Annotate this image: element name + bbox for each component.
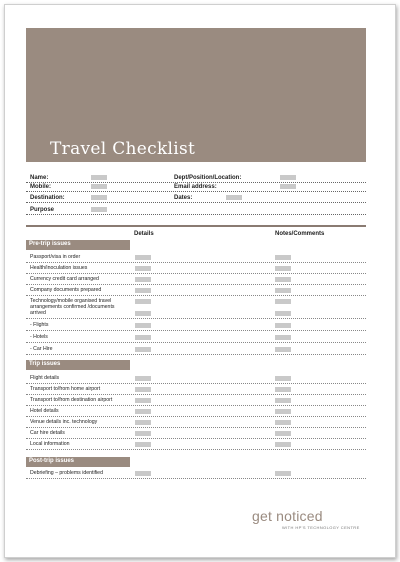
notes-field[interactable] <box>275 409 291 414</box>
details-field[interactable] <box>135 387 151 392</box>
dept-label: Dept/Position/Location: <box>174 175 242 181</box>
details-field[interactable] <box>135 255 151 260</box>
list-item: Flight details <box>30 375 60 381</box>
table-row-line <box>26 342 366 343</box>
table-row-line <box>26 284 366 285</box>
details-field[interactable] <box>135 409 151 414</box>
list-item: - Car Hire <box>30 346 53 352</box>
notes-field[interactable] <box>275 398 291 403</box>
list-item: - Flights <box>30 322 49 328</box>
section-post-trip <box>26 457 130 467</box>
name-field[interactable] <box>91 175 107 180</box>
table-row-line <box>26 438 366 439</box>
destination-field[interactable] <box>91 195 107 200</box>
notes-field[interactable] <box>275 376 291 381</box>
notes-field[interactable] <box>275 266 291 271</box>
section-title: Post-trip issues <box>29 458 75 464</box>
table-row-line <box>26 449 366 450</box>
purpose-label: Purpose <box>30 207 55 213</box>
list-item: Local information <box>30 441 70 447</box>
table-top-rule <box>26 225 366 227</box>
destination-row-line <box>26 202 366 203</box>
section-title: Pre-trip issues <box>29 241 71 247</box>
notes-field[interactable] <box>275 387 291 392</box>
name-row-line <box>26 182 366 183</box>
notes-field[interactable] <box>275 335 291 340</box>
table-row-line <box>26 416 366 417</box>
purpose-row-line <box>26 214 366 215</box>
mobile-label: Mobile: <box>30 184 51 190</box>
notes-field[interactable] <box>275 420 291 425</box>
details-field[interactable] <box>135 335 151 340</box>
list-item: - Hotels <box>30 334 48 340</box>
list-item: Hotel details <box>30 408 59 414</box>
email-field[interactable] <box>280 184 296 189</box>
notes-field[interactable] <box>275 442 291 447</box>
list-item: Transport to/from destination airport <box>30 397 113 403</box>
table-row-line <box>26 478 366 479</box>
mobile-row-line <box>26 191 366 192</box>
name-label: Name: <box>30 175 49 181</box>
table-row-line <box>26 318 366 319</box>
notes-field[interactable] <box>275 323 291 328</box>
list-item: Transport to/from home airport <box>30 386 101 392</box>
list-item: Venue details inc. technology <box>30 419 98 425</box>
dates-field[interactable] <box>226 195 242 200</box>
list-item: Company documents prepared <box>30 287 102 293</box>
table-row-line <box>26 330 366 331</box>
notes-field[interactable] <box>275 311 291 316</box>
details-field[interactable] <box>135 266 151 271</box>
table-row-line <box>26 273 366 274</box>
logo-text: get noticed <box>252 508 323 524</box>
purpose-field[interactable] <box>91 207 107 212</box>
notes-field[interactable] <box>275 471 291 476</box>
details-field[interactable] <box>135 471 151 476</box>
email-label: Email address: <box>174 184 217 190</box>
details-field[interactable] <box>135 376 151 381</box>
details-field[interactable] <box>135 311 151 316</box>
table-row-line <box>26 394 366 395</box>
table-row-line <box>26 383 366 384</box>
logo-subtext: WITH HP'S TECHNOLOGY CENTRE <box>282 525 360 530</box>
details-field[interactable] <box>135 347 151 352</box>
details-field[interactable] <box>135 431 151 436</box>
details-field[interactable] <box>135 323 151 328</box>
table-row-line <box>26 295 366 296</box>
details-column-header: Details <box>134 231 154 237</box>
details-field[interactable] <box>135 420 151 425</box>
list-item: Debriefing – problems identified <box>30 470 103 476</box>
dates-label: Dates: <box>174 195 193 201</box>
details-field[interactable] <box>135 442 151 447</box>
list-item: Passport/visa in order <box>30 254 81 260</box>
notes-column-header: Notes/Comments <box>275 231 325 237</box>
details-field[interactable] <box>135 398 151 403</box>
mobile-field[interactable] <box>91 184 107 189</box>
list-item: Car hire details <box>30 430 65 436</box>
table-row-line <box>26 354 366 355</box>
details-field[interactable] <box>135 288 151 293</box>
section-pre-trip <box>26 240 130 250</box>
table-row-line <box>26 262 366 263</box>
list-item: Health/inoculation issues <box>30 265 88 271</box>
destination-label: Destination: <box>30 195 65 201</box>
notes-field[interactable] <box>275 299 291 304</box>
notes-field[interactable] <box>275 255 291 260</box>
table-row-line <box>26 427 366 428</box>
page-title: Travel Checklist <box>50 139 196 159</box>
notes-field[interactable] <box>275 431 291 436</box>
details-field[interactable] <box>135 299 151 304</box>
details-field[interactable] <box>135 277 151 282</box>
notes-field[interactable] <box>275 288 291 293</box>
notes-field[interactable] <box>275 347 291 352</box>
list-item: Technology/mobile organised travel arrangements confirmed /documents arrived <box>30 298 115 317</box>
section-trip <box>26 360 130 370</box>
notes-field[interactable] <box>275 277 291 282</box>
dept-field[interactable] <box>280 175 296 180</box>
section-title: Trip issues <box>29 361 61 367</box>
table-row-line <box>26 405 366 406</box>
list-item: Currency credit card arranged <box>30 276 99 282</box>
